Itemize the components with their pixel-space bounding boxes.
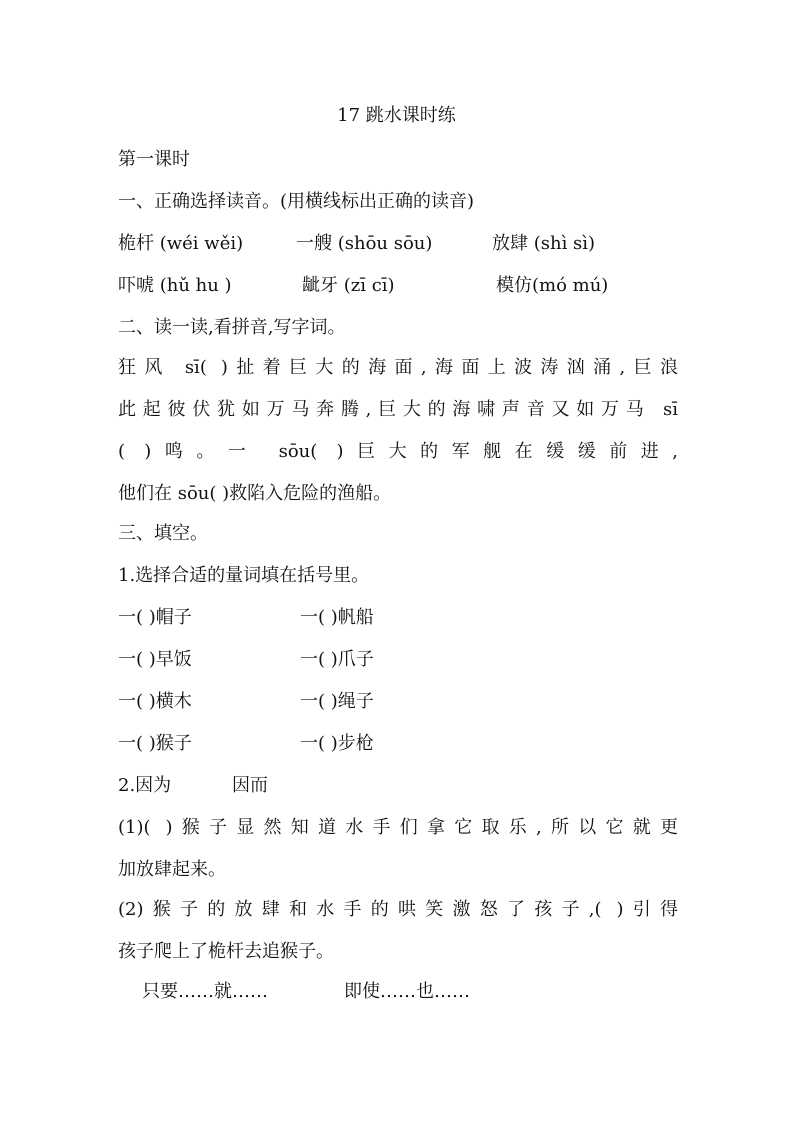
pinyin-item: 吓唬 (hǔ hu ) <box>118 275 232 296</box>
q2-item: (2)猴子的放肆和水手的哄笑激怒了孩子,( )引得 <box>118 899 678 920</box>
measure-item: 一( )帆船 <box>300 607 374 628</box>
measure-item: 一( )早饭 <box>118 649 192 670</box>
measure-item: 一( )猴子 <box>118 733 192 754</box>
conjunction-option: 2.因为 <box>118 775 172 796</box>
measure-item: 一( )帽子 <box>118 607 192 628</box>
pinyin-item: 放肆 (shì sì) <box>492 233 596 254</box>
q2-item: 加放肆起来。 <box>118 859 226 880</box>
measure-item: 一( )绳子 <box>300 691 374 712</box>
measure-item: 一( )步枪 <box>300 733 374 754</box>
pinyin-item: 模仿(mó mú) <box>496 275 609 296</box>
q2-item: (1)( )猴子显然知道水手们拿它取乐,所以它就更 <box>118 817 678 838</box>
passage-line: 他们在 sōu( )救陷入危险的渔船。 <box>118 483 392 504</box>
section1-heading: 一、正确选择读音。(用横线标出正确的读音) <box>118 191 475 212</box>
pinyin-item: 一艘 (shōu sōu) <box>296 233 433 254</box>
conjunction-option: 即使……也…… <box>344 981 470 1002</box>
lesson-label: 第一课时 <box>118 149 190 170</box>
section2-heading: 二、读一读,看拼音,写字词。 <box>118 317 346 338</box>
q1-prompt: 1.选择合适的量词填在括号里。 <box>118 565 370 586</box>
conjunction-option: 只要……就…… <box>142 981 268 1002</box>
passage-line: ( )鸣。一 sōu( )巨大的军舰在缓缓前进, <box>118 441 678 462</box>
passage-line: 狂风 sī( )扯着巨大的海面,海面上波涛汹涌,巨浪 <box>118 357 678 378</box>
page-title: 17 跳水课时练 <box>337 105 456 126</box>
conjunction-option: 因而 <box>232 775 268 796</box>
passage-line: 此起彼伏犹如万马奔腾,巨大的海啸声音又如万马 sī <box>118 399 678 420</box>
pinyin-item: 龇牙 (zī cī) <box>302 275 395 296</box>
pinyin-item: 桅杆 (wéi wěi) <box>118 233 244 254</box>
measure-item: 一( )爪子 <box>300 649 374 670</box>
measure-item: 一( )横木 <box>118 691 192 712</box>
section3-heading: 三、填空。 <box>118 523 208 544</box>
q2-item: 孩子爬上了桅杆去追猴子。 <box>118 941 334 962</box>
